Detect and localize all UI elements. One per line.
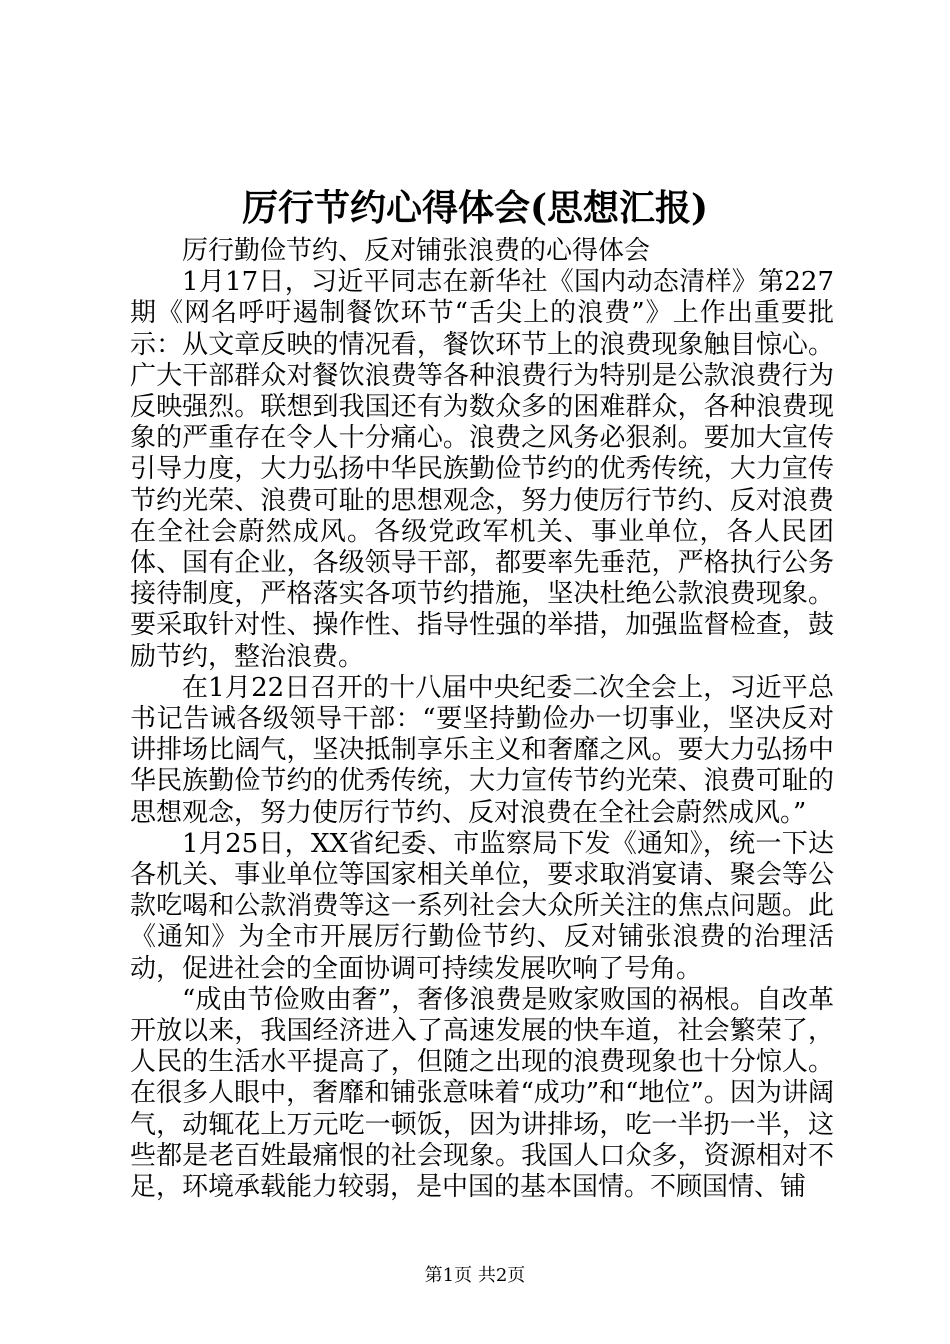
document-title: 厉行节约心得体会(思想汇报) [241, 187, 709, 229]
paragraph: “成由节俭败由奢”，奢侈浪费是败家败国的祸根。自改革开放以来，我国经济进入了高速发展的快车道，社会繁荣了，人民的生活水平提高了，但随之出现的浪费现象也十分惊人。在很多人眼中，奢靡和铺张意味着“成功”和“地位”。因为讲阔气，动辄花上万元吃一顿饭，因为讲排场，吃一半扔一半，这些都是老百姓最痛恨的社会现象。我国人口众多，资源相对不足，环境承载能力较弱，是中国的基本国情。不顾国情、铺 [130, 984, 834, 1203]
paragraph: 1月25日，XX省纪委、市监察局下发《通知》，统一下达各机关、事业单位等国家相关单位，要求取消宴请、聚会等公款吃喝和公款消费等这一系列社会大众所关注的焦点问题。此《通知》为全市开展厉行勤俭节约、反对铺张浪费的治理活动，促进社会的全面协调可持续发展吹响了号角。 [130, 828, 834, 984]
document-body [130, 236, 834, 1203]
paragraph-subtitle: 厉行勤俭节约、反对铺张浪费的心得体会 [182, 236, 651, 266]
page-number-footer: 第1页 共2页 [424, 1265, 526, 1286]
paragraph: 1月17日，习近平同志在新华社《国内动态清样》第227期《网名呼吁遏制餐饮环节“舌尖上的浪费”》上作出重要批示：从文章反映的情况看，餐饮环节上的浪费现象触目惊心。广大干部群众对餐饮浪费等各种浪费行为特别是公款浪费行为反映强烈。联想到我国还有为数众多的困难群众，各种浪费现象的严重存在令人十分痛心。浪费之风务必狠刹。要加大宣传引导力度，大力弘扬中华民族勤俭节约的优秀传统，大力宣传节约光荣、浪费可耻的思想观念，努力使厉行节约、反对浪费在全社会蔚然成风。各级党政军机关、事业单位，各人民团体、国有企业，各级领导干部，都要率先垂范，严格执行公务接待制度，严格落实各项节约措施，坚决杜绝公款浪费现象。要采取针对性、操作性、指导性强的举措，加强监督检查，鼓励节约，整治浪费。 [130, 267, 834, 672]
paragraph: 在1月22日召开的十八届中央纪委二次全会上，习近平总书记告诫各级领导干部：“要坚持勤俭办一切事业，坚决反对讲排场比阔气，坚决抵制享乐主义和奢靡之风。要大力弘扬中华民族勤俭节约的优秀传统，大力宣传节约光荣、浪费可耻的思想观念，努力使厉行节约、反对浪费在全社会蔚然成风。” [130, 672, 834, 828]
